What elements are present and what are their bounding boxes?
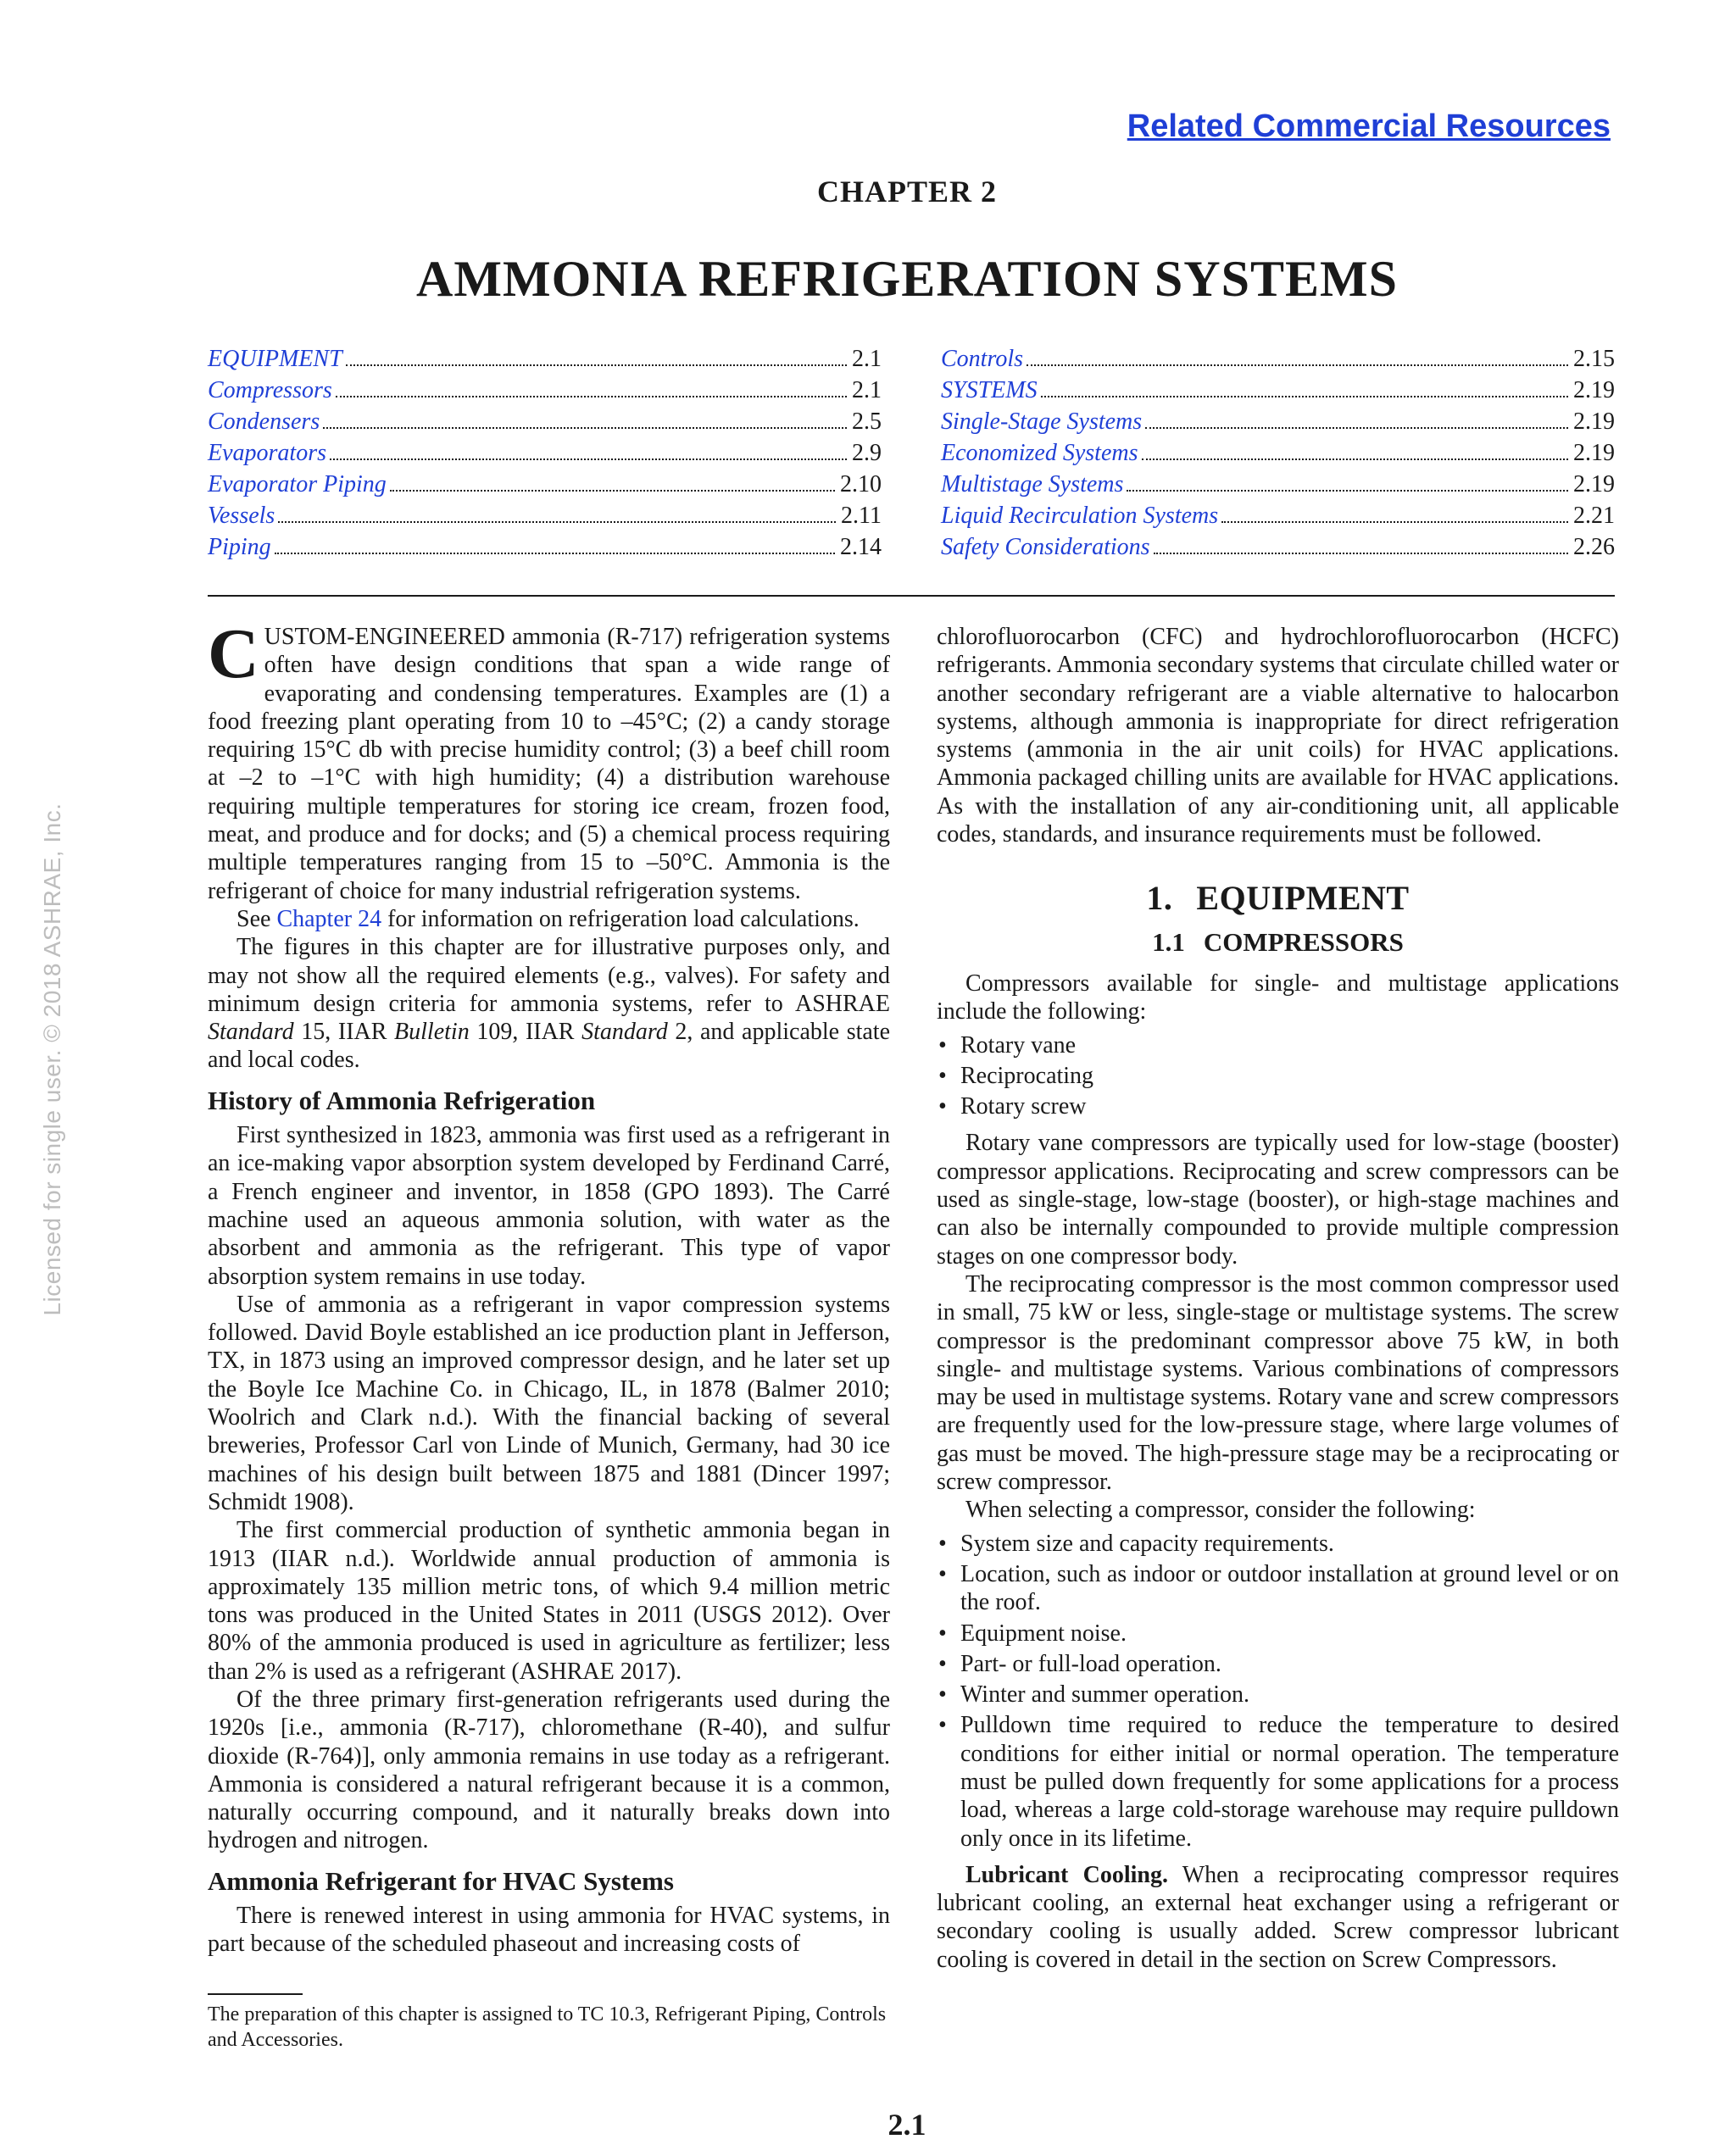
lubricant-cooling-heading: Lubricant Cooling. [965, 1861, 1168, 1888]
hvac-paragraph: There is renewed interest in using ammonia for HVAC systems, in part because of the scheduled phaseout and increasing costs of [208, 1903, 890, 1958]
toc-left [208, 343, 882, 563]
compressors-paragraph: Rotary vane compressors are typically used for low-stage (booster) compressor applications. Reciprocating and screw compressors can be used as single-stage, low-stage (booster), or high-stage machines and can also be internally compounded to provide multiple compression stages on one compressor body. [937, 1130, 1619, 1270]
toc-entry-evaporators[interactable]: Evaporators 2.9 [208, 440, 882, 466]
history-paragraph: The first commercial production of synthetic ammonia began in 1913 (IIAR n.d.). Worldwide annual production of ammonia is approximately 135 million metric tons, of which 9.4 million metric tons was produced in the United States in 2011 (USGS 2012). Over 80% of the ammonia produced is used in agriculture as fertilizer; less than 2% is used as a refrigerant (ASHRAE 2017). [208, 1517, 890, 1685]
list-item: • Pulldown time required to reduce the temperature to desired conditions for either initial or normal operation. The temperature must be pulled down frequently for some applications for a process load, whereas a large cold-storage warehouse may require pulldown only once in its lifetime. [937, 1711, 1619, 1852]
intro-paragraph: CUSTOM-ENGINEERED ammonia (R-717) refrigeration systems often have design conditions that span a wide range of evaporating and condensing temperatures. Examples are (1) a food freezing plant operating from 10 to –45°C; (2) a candy storage requiring 15°C db with precise humidity control; (3) a beef chill room at –2 to –1°C with high humidity; (4) a distribution warehouse requiring multiple temperatures for storing ice cream, frozen food, meat, and produce and for docks; and (5) a chemical process requiring multiple temperatures ranging from 15 to –50°C. Ammonia is the refrigerant of choice for many industrial refrigeration systems. [208, 614, 890, 904]
intro-chapter-reference: See Chapter 24 for information on refrigeration load calculations. [236, 905, 860, 932]
toc-entry-equipment[interactable]: EQUIPMENT 2.1 [208, 346, 882, 372]
toc-entry-vessels[interactable]: Vessels 2.11 [208, 503, 882, 529]
history-paragraph: Of the three primary first-generation refrigerants used during the 1920s [i.e., ammonia (R-717), chloromethane (R-40), and sulfur dioxide (R-764)], only ammonia remains in use today as a refrigerant. Ammonia is considered a natural refrigerant because it is a common, naturally occurring compound, and it naturally breaks down into hydrogen and nitrogen. [208, 1686, 890, 1854]
toc-entry-piping[interactable]: Piping 2.14 [208, 534, 882, 560]
history-paragraph: First synthesized in 1823, ammonia was first used as a refrigerant in an ice-making vapor absorption system developed by Ferdinand Carré, a French engineer and inventor, in 1858 (GPO 1893). The Carré machine used an aqueous ammonia solution, with water as the absorbent and ammonia as the refrigerant. This type of vapor absorption system remains in use today. [208, 1122, 890, 1290]
chapter-title: AMMONIA REFRIGERATION SYSTEMS [415, 251, 1398, 307]
toc-entry-multistage-systems[interactable]: Multistage Systems 2.19 [941, 471, 1615, 497]
selection-considerations-list [937, 1530, 1619, 1853]
intro-standards-paragraph: The figures in this chapter are for illustrative purposes only, and may not show all the required elements (e.g., valves). For safety and minimum design criteria for ammonia systems, refer to ASHRAE Standard 15, IIAR Bulletin 109, IIAR Standard 2, and applicable state and local codes. [208, 934, 891, 1074]
list-item: • System size and capacity requirements. [937, 1530, 1619, 1558]
toc-entry-liquid-recirculation-systems[interactable]: Liquid Recirculation Systems 2.21 [941, 503, 1615, 529]
toc-entry-condensers[interactable]: Condensers 2.5 [208, 408, 882, 435]
hvac-paragraph-continued: chlorofluorocarbon (CFC) and hydrochlorofluorocarbon (HCFC) refrigerants. Ammonia secondary systems that circulate chilled water or another secondary refrigerant are a viable alternative to halocarbon systems, although ammonia is inappropriate for direct refrigeration systems (ammonia in the air unit coils) for HVAC applications. Ammonia packaged chilling units are available for HVAC applications. As with the installation of any air-conditioning unit, all applicable codes, standards, and insurance requirements must be followed. [937, 624, 1619, 848]
toc-divider [208, 595, 1615, 597]
toc-entry-single-stage-systems[interactable]: Single-Stage Systems 2.19 [941, 408, 1615, 435]
footnote: The preparation of this chapter is assigned to TC 10.3, Refrigerant Piping, Controls and Accessories. [208, 2003, 887, 2051]
list-item: • Equipment noise. [937, 1620, 1619, 1648]
list-item: • Part- or full-load operation. [937, 1650, 1619, 1678]
compressors-paragraph: The reciprocating compressor is the most common compressor used in small, 75 kW or less, single-stage or multistage systems. The screw compressor is the predominant compressor above 75 kW, in both single- and multistage systems. Various combinations of compressors may be used in multistage systems. Rotary vane and screw compressors are frequently used for the low-pressure stage, where large volumes of gas must be moved. The high-pressure stage may be a reciprocating or screw compressor. [937, 1270, 1619, 1496]
history-paragraph: Use of ammonia as a refrigerant in vapor compression systems followed. David Boyle established an ice production plant in Jefferson, TX, in 1873 using an improved compressor design, and he later set up the Boyle Ice Machine Co. in Chicago, IL, in 1878 (Balmer 2010; Woolrich and Clark n.d.). With the financial backing of several breweries, Professor Carl von Linde of Munich, Germany, had 30 ice machines of his design built between 1875 and 1881 (Dincer 1997; Schmidt 1908). [208, 1291, 890, 1515]
toc-entry-controls[interactable]: Controls 2.15 [941, 346, 1615, 372]
equipment-heading: 1. EQUIPMENT [1146, 879, 1410, 918]
related-resources-link[interactable]: Related Commercial Resources [1127, 108, 1611, 144]
list-item: • Rotary vane [937, 1031, 1619, 1059]
toc-right [941, 343, 1615, 563]
hvac-heading: Ammonia Refrigerant for HVAC Systems [208, 1865, 674, 1896]
toc-entry-safety-considerations[interactable]: Safety Considerations 2.26 [941, 534, 1615, 560]
chapter-24-link[interactable]: Chapter 24 [276, 905, 382, 932]
footnote-divider [208, 1993, 303, 1995]
page-number: 2.1 [887, 2108, 926, 2142]
chapter-label: CHAPTER 2 [816, 175, 997, 208]
toc-entry-compressors[interactable]: Compressors 2.1 [208, 377, 882, 403]
left-column [208, 614, 891, 1959]
lubricant-cooling-paragraph: Lubricant Cooling. When a reciprocating compressor requires lubricant cooling, an external heat exchanger using a refrigerant or secondary cooling is usually added. Screw compressor lubricant cooling is covered in detail in the section on Screw Compressors. [937, 1861, 1620, 1973]
toc-entry-evaporator-piping[interactable]: Evaporator Piping 2.10 [208, 471, 882, 497]
list-item: • Winter and summer operation. [937, 1681, 1619, 1709]
license-watermark: Licensed for single user. © 2018 ASHRAE, Inc. [39, 803, 65, 1316]
list-item: • Location, such as indoor or outdoor installation at ground level or on the roof. [937, 1560, 1619, 1617]
compressors-heading: 1.1 COMPRESSORS [1152, 926, 1404, 957]
list-item: • Reciprocating [937, 1062, 1619, 1090]
compressors-paragraph: When selecting a compressor, consider the following: [965, 1497, 1476, 1524]
drop-cap: C [208, 614, 259, 693]
toc-entry-systems[interactable]: SYSTEMS 2.19 [941, 377, 1615, 403]
compressors-intro: Compressors available for single- and multistage applications include the following: [937, 970, 1619, 1025]
history-heading: History of Ammonia Refrigeration [208, 1085, 596, 1115]
list-item: • Rotary screw [937, 1092, 1619, 1120]
compressor-types-list [937, 1031, 1619, 1121]
right-column [937, 623, 1619, 1974]
toc-entry-economized-systems[interactable]: Economized Systems 2.19 [941, 440, 1615, 466]
